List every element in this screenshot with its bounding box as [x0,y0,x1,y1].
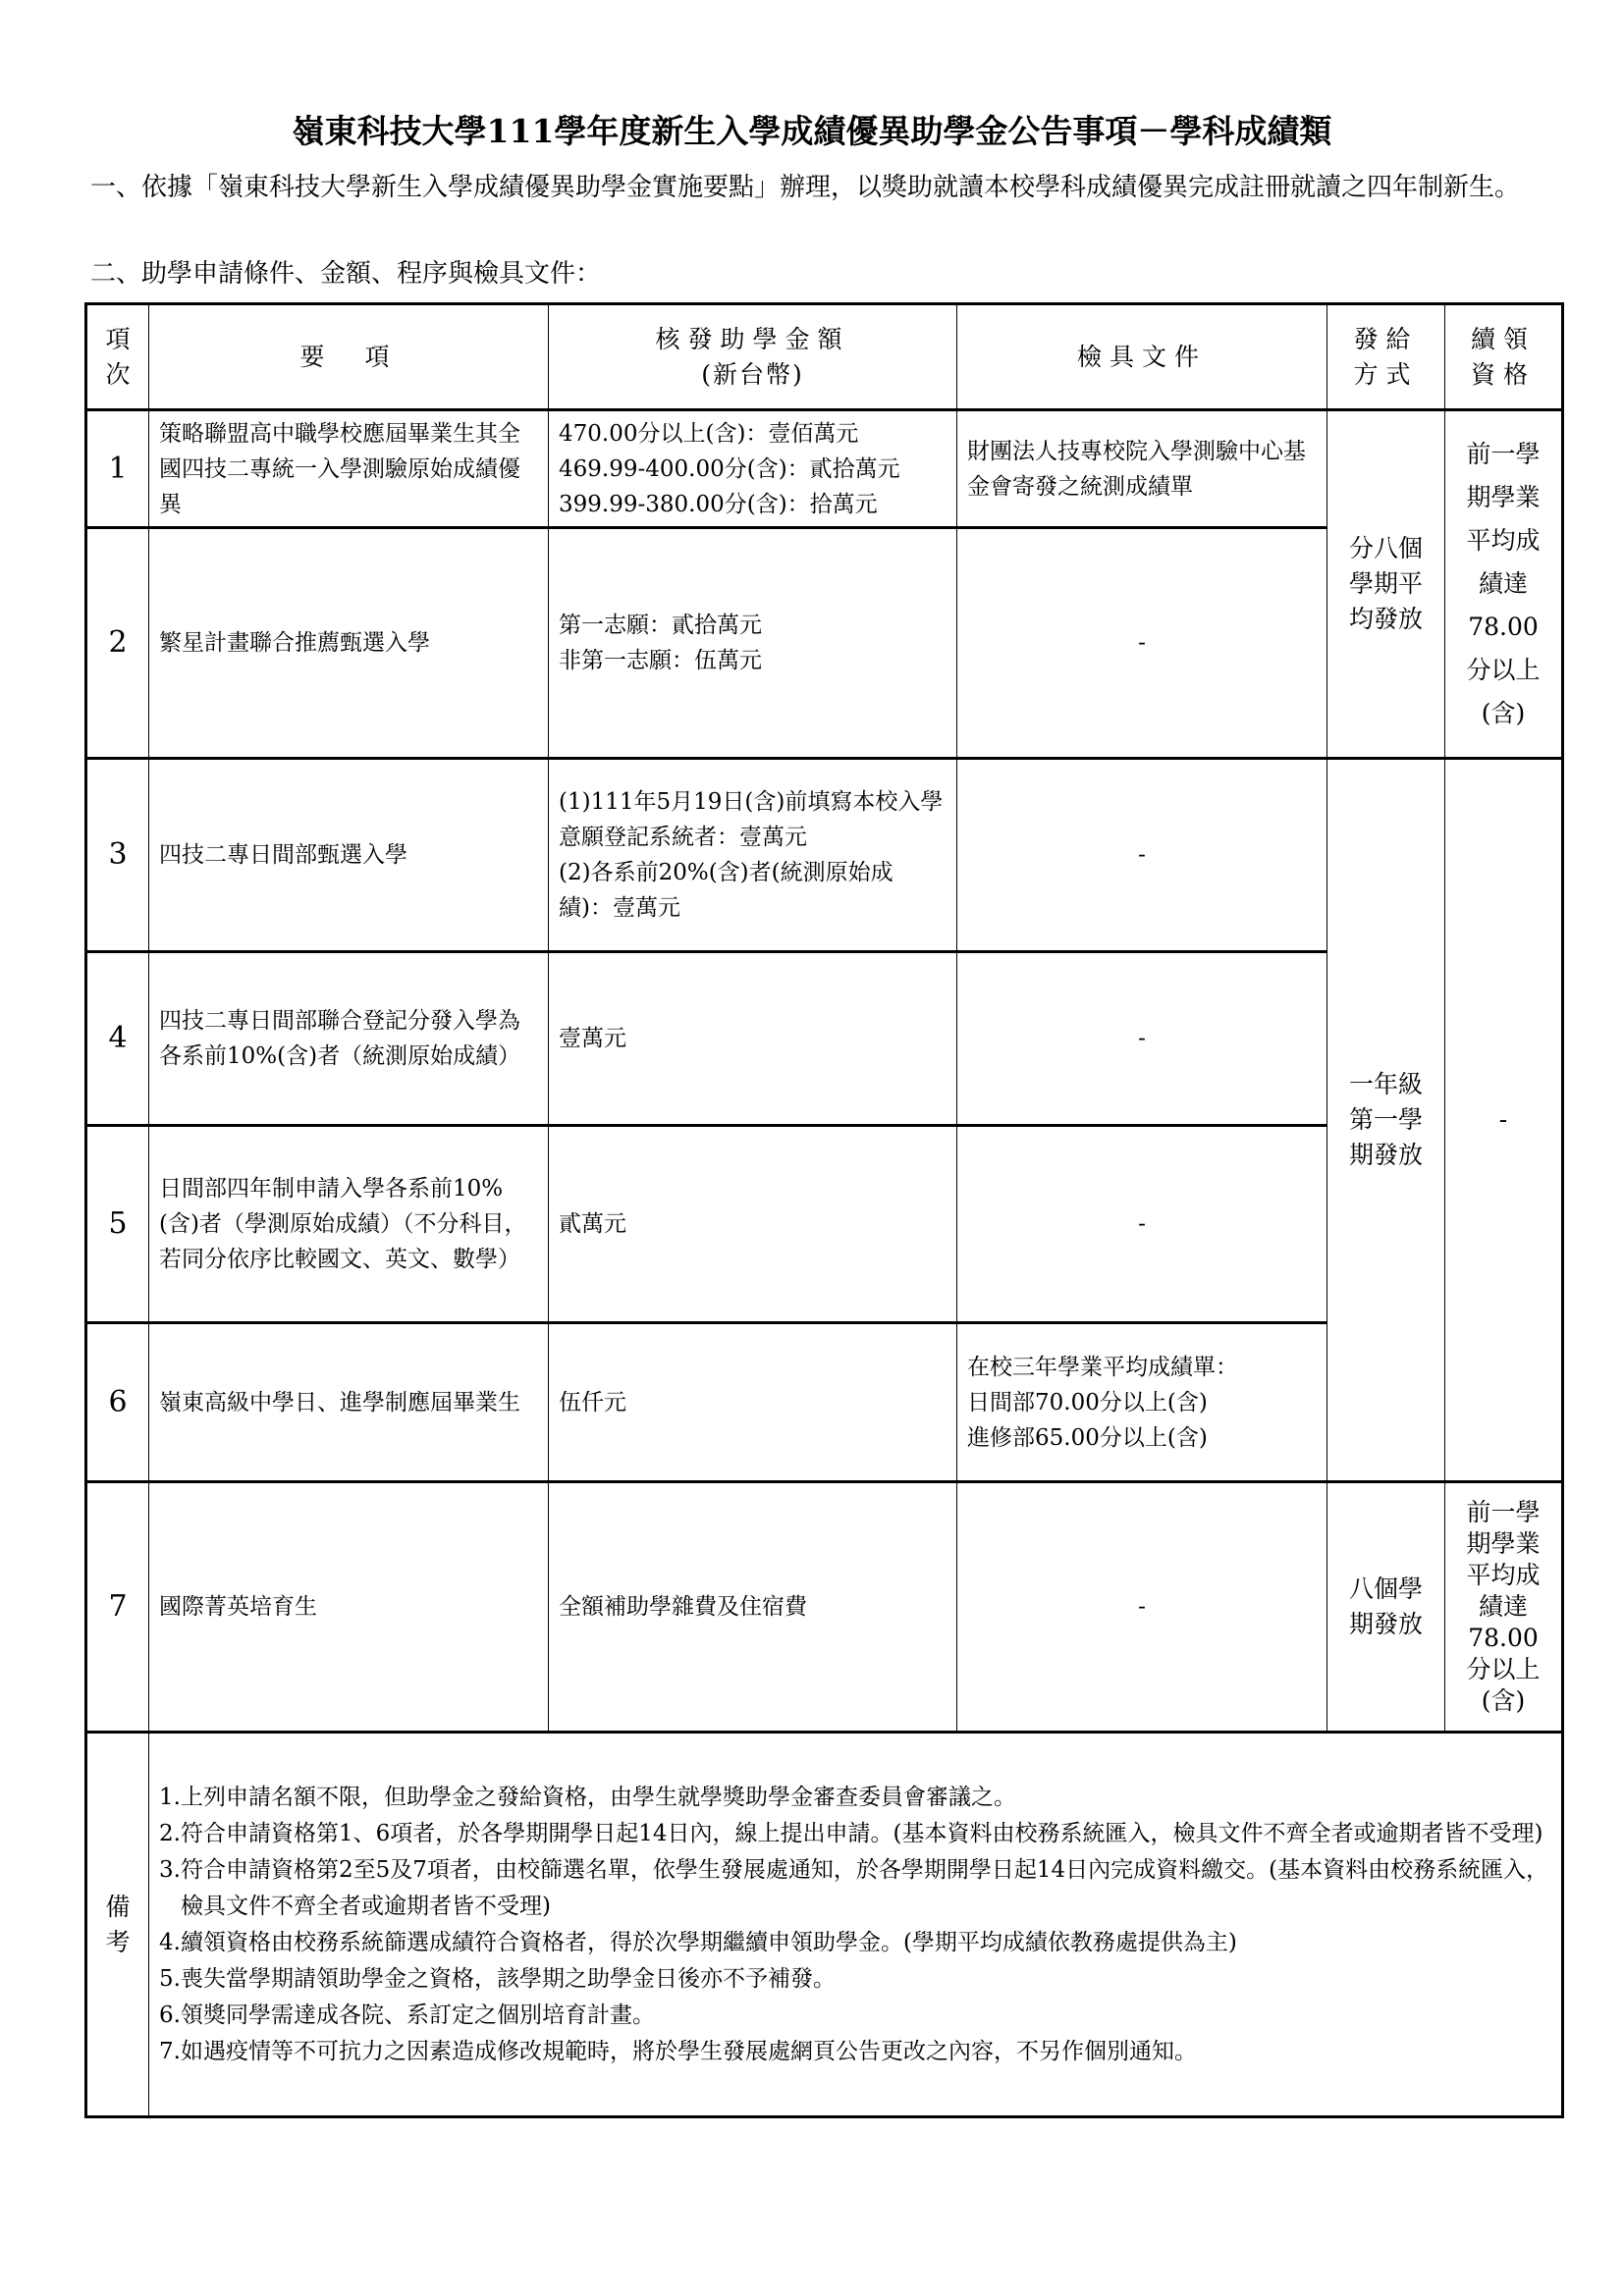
amount-line: 壹萬元 [559,1026,626,1051]
amount-line: 貳萬元 [559,1211,626,1237]
amount-line: (2)各系前20%(含)者(統測原始成績)：壹萬元 [559,860,893,921]
row-amount [549,759,957,952]
row-number: 6 [86,1323,149,1482]
note-item: 5.喪失當學期請領助學金之資格，該學期之助學金日後亦不予補發。 [159,1965,836,1992]
amount-line: 469.99-400.00分(含)：貳拾萬元 [559,455,900,482]
row-item: 四技二專日間部聯合登記分發入學為各系前10%(含)者（統測原始成績） [149,952,549,1126]
row-item: 國際菁英培育生 [149,1482,549,1733]
docs-line: 進修部65.00分以上(含) [967,1424,1208,1451]
row-docs: - [957,759,1327,952]
scholarship-table [84,302,1564,2118]
docs-line: 在校三年學業平均成績單： [967,1354,1238,1380]
notes-row [86,1733,1563,2117]
amount-line: 470.00分以上(含)：壹佰萬元 [559,420,859,447]
row-amount [549,528,957,759]
row-number: 1 [86,410,149,528]
row-item: 日間部四年制申請入學各系前10%(含)者（學測原始成績）（不分科目，若同分依序比較國文、英文、數學） [149,1126,549,1323]
row-number: 3 [86,759,149,952]
payment-method: 八個學期發放 [1327,1482,1445,1733]
row-item: 策略聯盟高中職學校應屆畢業生其全國四技二專統一入學測驗原始成績優異 [149,410,549,528]
header-item: 要 項 [149,304,549,410]
row-number: 4 [86,952,149,1126]
row-docs [957,1323,1327,1482]
row-docs: - [957,528,1327,759]
row-amount [549,1126,957,1323]
notes-list [149,1733,1563,2117]
row-docs: - [957,1482,1327,1733]
renewal-eligibility: 前一學期學業平均成績達78.00分以上(含) [1445,1482,1563,1733]
row-item: 繁星計畫聯合推薦甄選入學 [149,528,549,759]
renewal-eligibility: - [1445,759,1563,1482]
note-item: 7.如遇疫情等不可抗力之因素造成修改規範時，將於學生發展處網頁公告更改之內容，不另作個別通知。 [159,2038,1197,2064]
row-number: 2 [86,528,149,759]
amount-line: 非第一志願：伍萬元 [559,648,762,673]
amount-line: 全額補助學雜費及住宿費 [559,1594,807,1620]
note-item: 6.領獎同學需達成各院、系訂定之個別培育計畫。 [159,2002,655,2028]
header-renewal: 續領資格 [1445,304,1563,410]
amount-line: (1)111年5月19日(含)前填寫本校入學意願登記系統者：壹萬元 [559,789,944,850]
section-2-heading: 二、助學申請條件、金額、程序與檢具文件： [90,259,602,289]
row-docs: - [957,952,1327,1126]
row-item: 四技二專日間部甄選入學 [149,759,549,952]
row-number: 5 [86,1126,149,1323]
payment-method: 一年級第一學期發放 [1327,759,1445,1482]
amount-line: 399.99-380.00分(含)：拾萬元 [559,491,878,517]
table-row [86,759,1563,952]
row-amount [549,1323,957,1482]
notes-label: 備考 [86,1733,149,2117]
payment-method: 分八個學期平均發放 [1327,410,1445,759]
row-amount [549,1482,957,1733]
amount-line: 伍仟元 [559,1389,626,1415]
row-amount [549,952,957,1126]
header-no: 項次 [86,304,149,410]
table-row [86,410,1563,528]
row-docs: - [957,1126,1327,1323]
header-amount-label: 核發助學金額 [655,324,850,353]
note-item: 4.續領資格由校務系統篩選成績符合資格者，得於次學期繼續申領助學金。(學期平均成績依教務處提供為主) [159,1929,1237,1955]
header-docs: 檢具文件 [957,304,1327,410]
row-docs: 財團法人技專校院入學測驗中心基金會寄發之統測成績單 [957,410,1327,528]
table-row [86,1482,1563,1733]
row-number: 7 [86,1482,149,1733]
row-amount [549,410,957,528]
page-title: 嶺東科技大學111學年度新生入學成績優異助學金公告事項－學科成績類 [292,112,1332,150]
header-amount-sub: (新台幣) [701,359,804,389]
row-item: 嶺東高級中學日、進學制應屆畢業生 [149,1323,549,1482]
docs-line: 日間部70.00分以上(含) [967,1389,1208,1415]
note-item: 2.符合申請資格第1、6項者，於各學期開學日起14日內，線上提出申請。(基本資料由校務系統匯入，檢具文件不齊全者或逾期者皆不受理) [159,1820,1543,1846]
renewal-eligibility: 前一學期學業平均成績達78.00分以上(含) [1445,410,1563,759]
note-item: 3.符合申請資格第2至5及7項者，由校篩選名單，依學生發展處通知，於各學期開學日起14日內完成資料繳交。(基本資料由校務系統匯入，檢具文件不齊全者或逾期者皆不受理) [159,1856,1549,1919]
note-item: 1.上列申請名額不限，但助學金之發給資格，由學生就學獎助學金審查委員會審議之。 [159,1784,1016,1810]
header-amount [549,304,957,410]
header-payment: 發給方式 [1327,304,1445,410]
section-1-text: 一、依據「嶺東科技大學新生入學成績優異助學金實施要點」辦理，以獎助就讀本校學科成績優異完成註冊就讀之四年制新生。 [90,173,1521,202]
amount-line: 第一志願：貳拾萬元 [559,613,762,638]
